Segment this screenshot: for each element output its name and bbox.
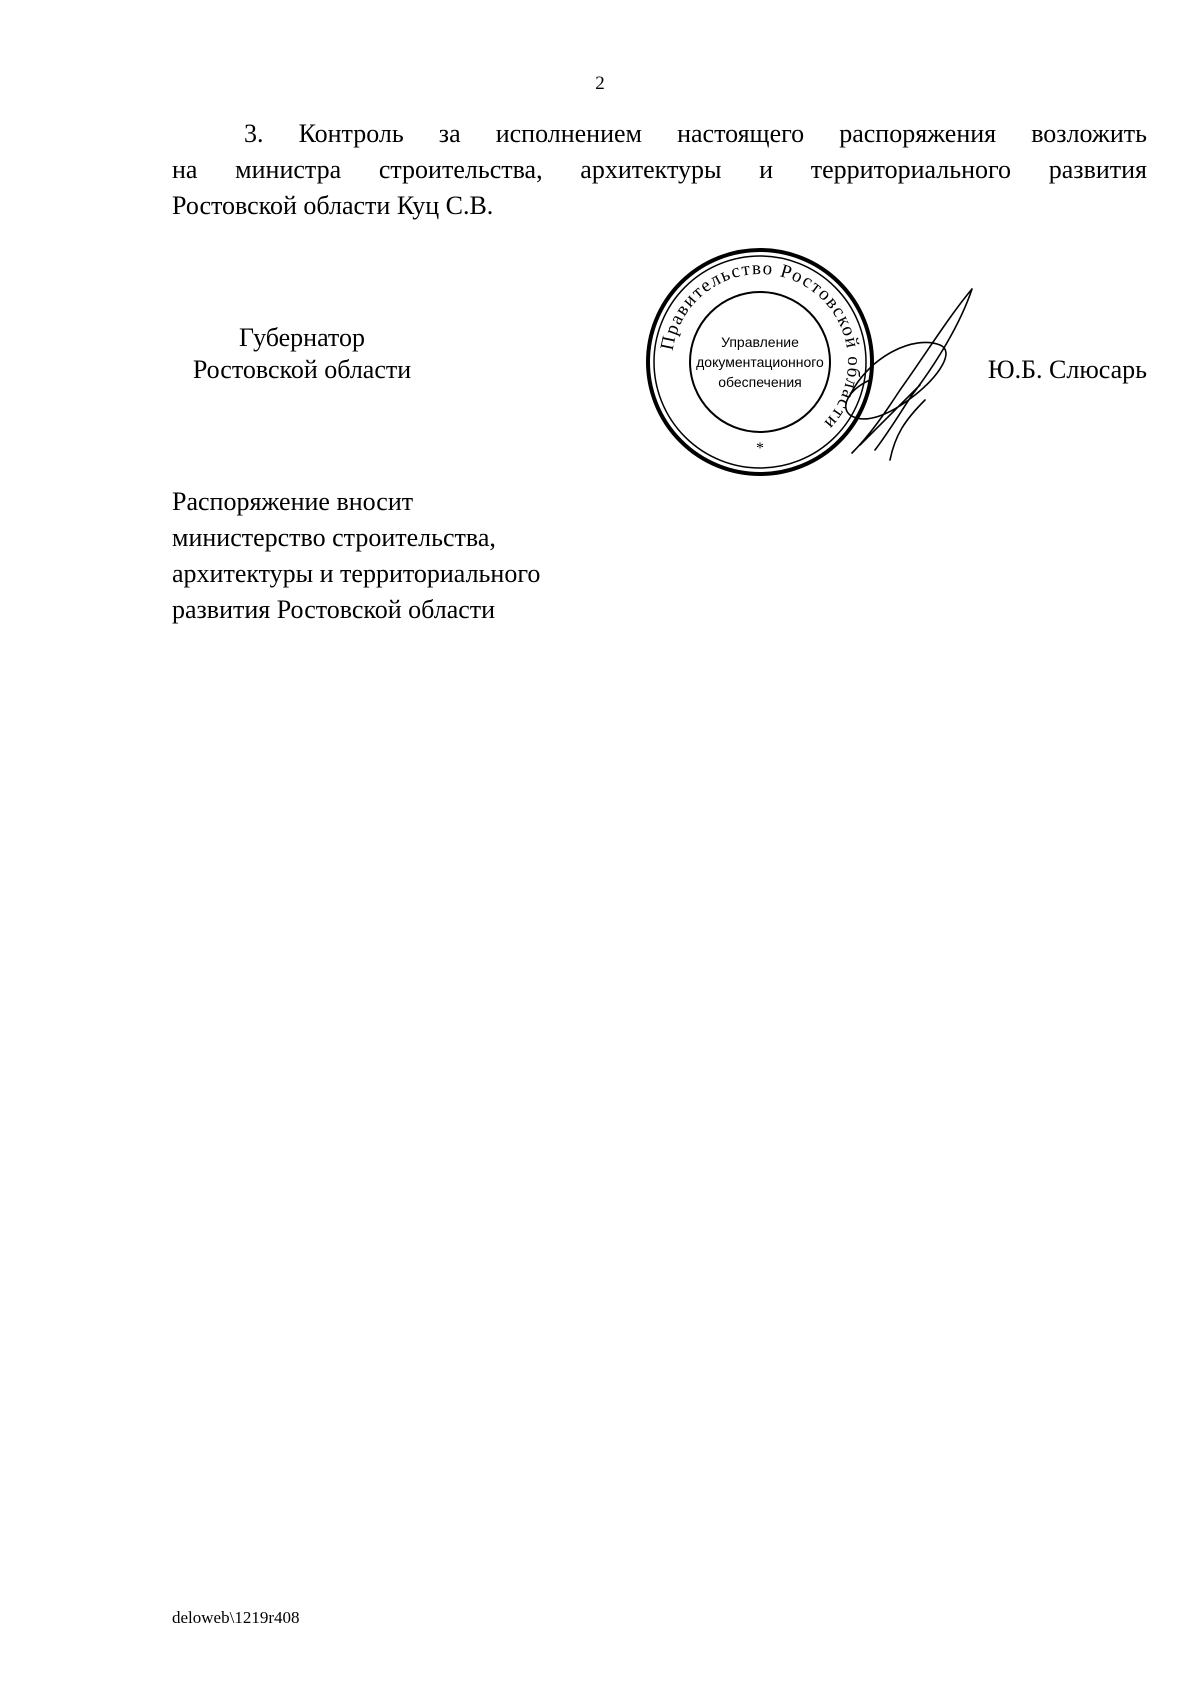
governor-name: Ю.Б. Слюсарь [987, 355, 1147, 384]
paragraph-line: Ростовской области Куц С.В. [172, 191, 494, 220]
stamp-inner-line: документационного [696, 354, 824, 370]
stamp-outer-text: Правительство Ростовской области [656, 257, 865, 435]
paragraph-line: на министра строительства, архитектуры и территориального развития [172, 155, 1147, 184]
control-paragraph [172, 116, 1147, 224]
governor-title-line: Губернатор [239, 323, 365, 352]
introduced-by-block [172, 484, 540, 628]
introduced-by-line: Распоряжение вносит [172, 487, 414, 516]
document-code: deloweb\1219r408 [172, 1608, 300, 1627]
paragraph-line: 3. Контроль за исполнением настоящего распоряжения возложить [244, 119, 1147, 148]
page-number: 2 [595, 73, 605, 94]
introduced-by-line: развития Ростовской области [172, 595, 496, 624]
governor-title-line: Ростовской области [192, 355, 412, 384]
stamp-star-icon: * [756, 440, 764, 457]
stamp-inner-line: обеспечения [718, 374, 802, 390]
governor-title [172, 322, 432, 386]
handwritten-signature [830, 285, 1000, 465]
introduced-by-line: министерство строительства, [172, 523, 496, 552]
stamp-inner-line: Управление [721, 334, 799, 350]
introduced-by-line: архитектуры и территориального [172, 559, 541, 588]
